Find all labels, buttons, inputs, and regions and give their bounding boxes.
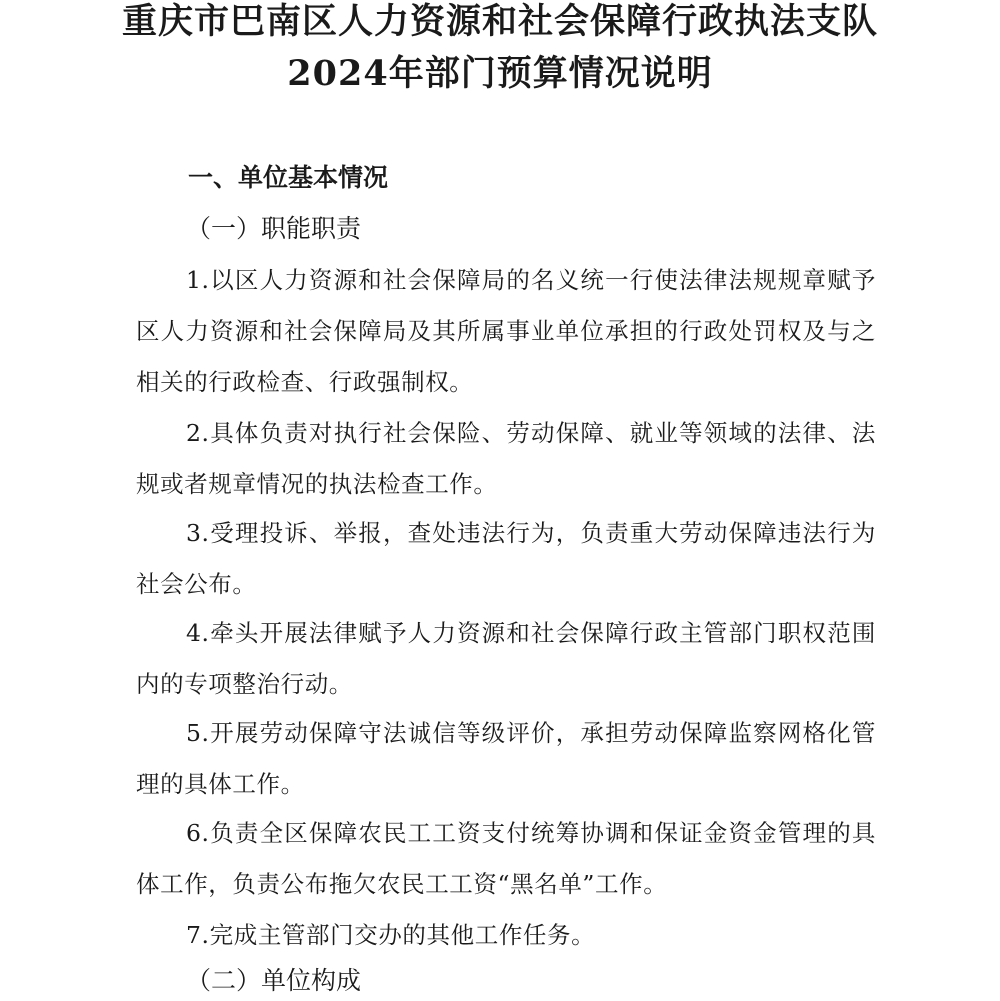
subsection-heading-composition: （二）单位构成 <box>186 966 362 995</box>
document-title-line-2: 2024年部门预算情况说明 <box>287 53 713 94</box>
subsection-heading-duties: （一）职能职责 <box>186 214 362 243</box>
duty-item-4: 4.牵头开展法律赋予人力资源和社会保障行政主管部门职权范围内的专项整治行动。 <box>136 619 876 698</box>
duty-item-7: 7.完成主管部门交办的其他工作任务。 <box>186 921 596 949</box>
document-title-line-1: 重庆市巴南区人力资源和社会保障行政执法支队 <box>121 1 878 42</box>
duty-item-5: 5.开展劳动保障守法诚信等级评价，承担劳动保障监察网格化管理的具体工作。 <box>136 719 876 798</box>
duty-item-6: 6.负责全区保障农民工工资支付统筹协调和保证金资金管理的具体工作，负责公布拖欠农民工工资“黑名单”工作。 <box>136 819 876 898</box>
duty-item-1: 1.以区人力资源和社会保障局的名义统一行使法律法规规章赋予区人力资源和社会保障局及其所属事业单位承担的行政处罚权及与之相关的行政检查、行政强制权。 <box>136 266 876 396</box>
section-heading-basic-info: 一、单位基本情况 <box>188 163 389 192</box>
duty-item-3: 3.受理投诉、举报，查处违法行为，负责重大劳动保障违法行为社会公布。 <box>136 519 876 598</box>
duty-item-2: 2.具体负责对执行社会保险、劳动保障、就业等领域的法律、法规或者规章情况的执法检查工作。 <box>136 419 876 498</box>
